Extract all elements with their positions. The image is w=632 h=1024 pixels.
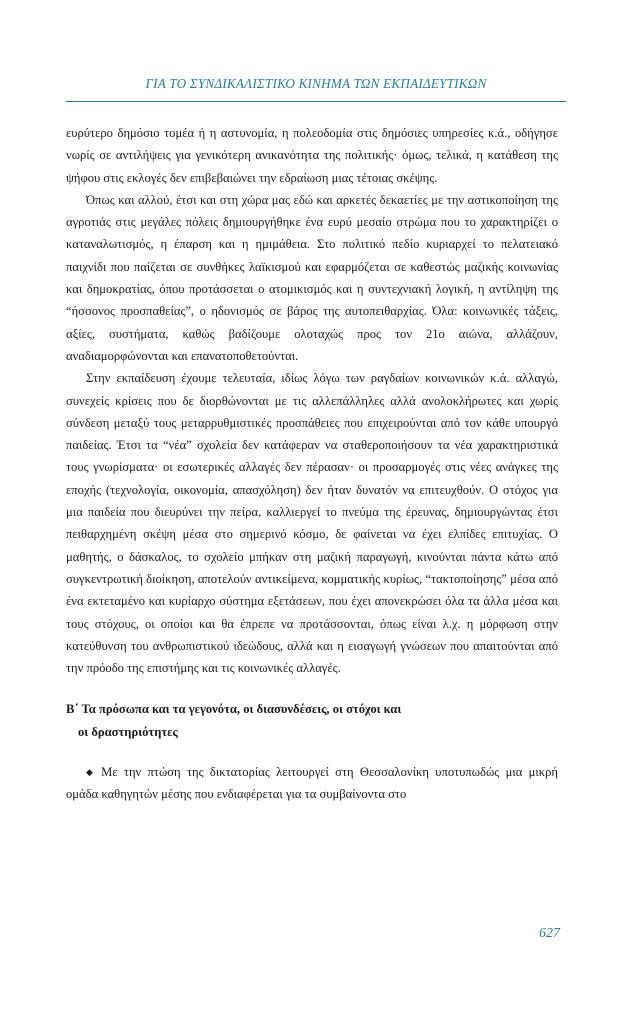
section-heading-line-2: οι δραστηριότητες xyxy=(78,724,178,739)
body-text xyxy=(66,122,558,806)
paragraph-2: Όπως και αλλού, έτσι και στη χώρα μας εδώ και αρκετές δεκαετίες με την αστικοποίηση της αγροτιάς στις μεγάλες πόλεις δημιουργήθηκε ένα ευρύ μεσαίο στρώμα που το χαρακτηρίζει ο καταναλωτισμός, η έπαρση και η ημιμάθεια. Στο πολιτικό πεδίο κυριαρχεί το πελατειακό παιχνίδι που παίζεται σε συνθήκες λαϊκισμού και εφαρμόζεται σε καθεστώς μαζικής κοινωνίας και δημοκρατίας, όπου προτάσσεται ο ατομικισμός και η συντεχνιακή λογική, η αντίληψη της “ήσσονος προσπαθείας”, ο ηδονισμός σε βάρος της αυτοπειθαρχίας. Όλα: κοινωνικές τάξεις, αξίες, συστήματα, καθώς βαδίζουμε ολοταχώς προς τον 21ο αιώνα, αλλάζουν, αναδιαμορφώνονται και επανατοποθετούνται. xyxy=(66,192,558,363)
page-number: 627 xyxy=(539,926,560,941)
section-heading-line-1: Β΄ Τα πρόσωπα και τα γεγονότα, οι διασυνδέσεις, οι στόχοι και xyxy=(66,702,402,717)
paragraph-1: ευρύτερο δημόσιο τομέα ή η αστυνομία, η πολεοδομία στις δημόσιες υπηρεσίες κ.ά., οδήγησε νωρίς σε αντιλήψεις για γενικότερη ανικανότητα της πολιτικής· όμως, τελικά, η κατάθεση της ψήφου στις εκλογές δεν επιβεβαιώνει την εδραίωση μιας τέτοιας σκέψης. xyxy=(66,126,558,185)
header-rule xyxy=(66,101,566,102)
running-head: ΓΙΑ ΤΟ ΣΥΝΔΙΚΑΛΙΣΤΙΚΟ ΚΙΝΗΜΑ ΤΩΝ ΕΚΠΑΙΔΕΥΤΙΚΩΝ xyxy=(145,76,487,91)
paragraph-3: Στην εκπαίδευση έχουμε τελευταία, ιδίως λόγω των ραγδαίων κοινωνικών κ.ά. αλλαγώ, συνεχείς κρίσεις που δε διορθώνονται με τις αλλεπάλληλες αλλά ανολοκλήρωτες και χωρίς σύνδεση μεταξύ τους μεταρρυθμιστικές προσπάθειες που επιχειρούνται από τον κάθε υπουργό παιδείας. Έτσι τα “νέα” σχολεία δεν κατάφεραν να σταθεροποιήσουν τα νέα χαρακτηριστικά τους γνωρίσματα· οι εσωτερικές αλλαγές δεν πέρασαν· οι προσαρμογές στις νέες ανάγκες της εποχής (τεχνολογία, οικονομία, απασχόληση) δεν ήταν δυνατόν να επιτευχθούν. Ο στόχος για μια παιδεία που διευρύνει την πείρα, καλλιεργεί το πνεύμα της έρευνας, δημιουργώντας έτσι πειθαρχημένη σκέψη μέσα στο σημερινό κόσμο, δε φαίνεται να έχει ελπίδες επιτυχίας. Ο μαθητής, ο δάσκαλος, το σχολείο μπήκαν στη μαζική παραγωγή, κινούνται πάντα κάτω από συγκεντρωτική διοίκηση, αποτελούν αντικείμενα, κομματικής κυρίως, “τακτοποίησης” μέσα από ένα εκτεταμένο και κυρίαρχο σύστημα εξετάσεων, που έχει απονεκρώσει όλα τα άλλα μέσα και τους στόχους, οι οποίοι και θα έπρεπε να προτάσσονται, όπως είναι λ.χ. η μόρφωση στην κατεύθυνση του ανθρωπιστικού ιδεώδους, αλλά και η εισαγωγή γνώσεων που απαιτούνται από την πρόοδο της επιστήμης και τις κοινωνικές αλλαγές. xyxy=(66,371,558,676)
section-heading xyxy=(66,698,558,743)
bullet-paragraph xyxy=(66,761,558,806)
bullet-paragraph-text: Με την πτώση της δικτατορίας λειτουργεί στη Θεσσαλονίκη υποτυπωδώς μια μικρή ομάδα καθηγητών μέσης που ενδιαφέρεται για τα συμβαίνοντα στο xyxy=(66,765,558,802)
diamond-bullet-icon: ◆ xyxy=(86,767,97,778)
